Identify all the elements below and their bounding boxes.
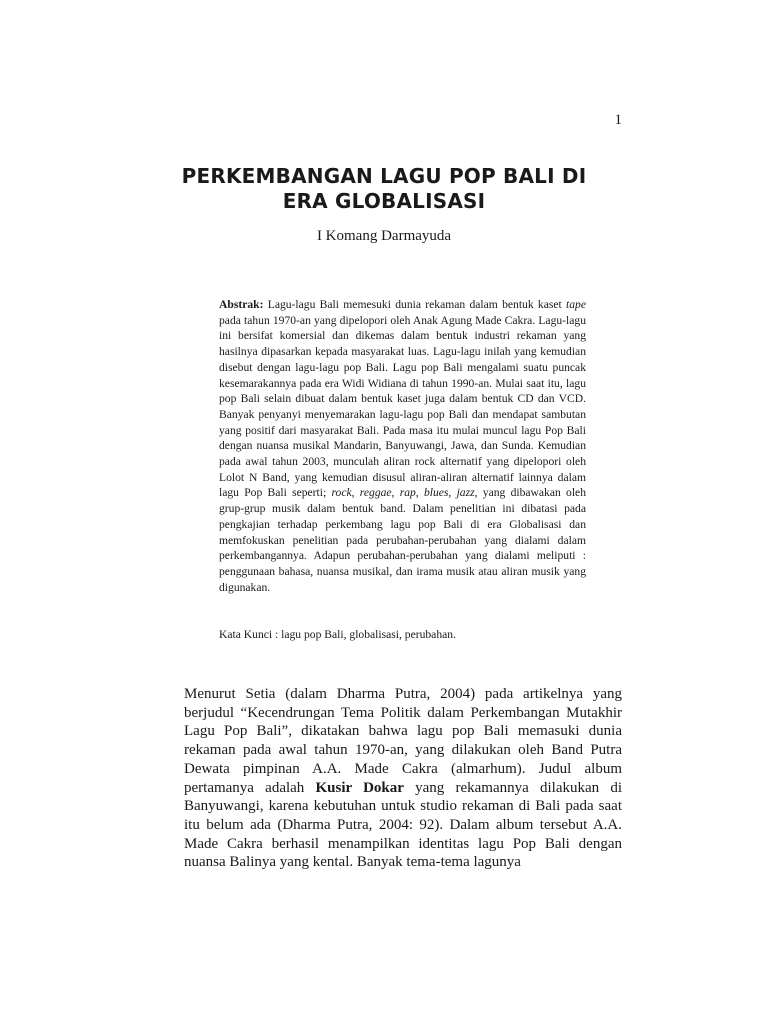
- abstract-label: Abstrak:: [219, 298, 264, 311]
- abstract-paragraph: [219, 297, 586, 595]
- paper-title: [120, 164, 648, 214]
- abstract-genres: rock, reggae, rap, blues, jazz: [331, 486, 475, 500]
- body-text-2: yang rekamannya dilakukan di Banyuwangi, karena kebutuhan untuk studio rekaman di Bali pada saat itu belum ada (Dharma Putra, 2004: 92). Dalam album tersebut A.A. Made Cakra berhasil menampilkan identitas lagu Pop Bali dengan nuansa Balinya yang kental. Banyak tema-tema lagunya: [184, 779, 622, 871]
- album-title: Kusir Dokar: [315, 779, 404, 796]
- page-number: 1: [614, 112, 622, 128]
- keywords: Kata Kunci : lagu pop Bali, globalisasi, perubahan.: [219, 628, 456, 641]
- title-line-1: PERKEMBANGAN LAGU POP BALI DI: [181, 164, 587, 188]
- abstract-text-2: pada tahun 1970-an yang dipelopori oleh Anak Agung Made Cakra. Lagu-lagu ini bersifat komersial dan dikemas dalam bentuk industri rekaman yang hasilnya dipasarkan kepada masyarakat luas. Lagu-lagu inilah yang kemudian disebut dengan lagu-lagu pop Bali. Lagu pop Bali mengalami suatu puncak kesemarakannya pada era Widi Widiana di tahun 1990-an. Mulai saat itu, lagu pop Bali selain dibuat dalam bentuk kaset juga dalam bentuk CD dan VCD. Banyak penyanyi menyemarakan lagu-lagu pop Bali dan mendapat sambutan yang positif dari masyarakat Bali. Pada masa itu mulai muncul lagu Pop Bali dengan nuansa musikal Mandarin, Banyuwangi, Jawa, dan Sunda. Kemudian pada awal tahun 2003, munculah aliran rock alternatif yang dipelopori oleh Lolot N Band, yang kemudian disusul aliran-aliran alternatif lainnya dalam lagu Pop Bali seperti;: [219, 313, 586, 500]
- abstract-text-3: , yang dibawakan oleh grup-grup musik dalam bentuk band. Dalam penelitian ini dibatasi pada pengkajian terhadap perkembang lagu pop Bali di era Globalisasi dan memfokuskan penelitian pada perubahan-perubahan yang dialami dalam perkembangannya. Adapun perubahan-perubahan yang dialami meliputi : penggunaan bahasa, nuansa musikal, dan irama musik atau aliran musik yang digunakan.: [219, 486, 586, 594]
- abstract-text-1: Lagu-lagu Bali memesuki dunia rekaman dalam bentuk kaset: [263, 298, 567, 311]
- title-line-2: ERA GLOBALISASI: [282, 189, 486, 213]
- abstract-tape-term: tape: [566, 298, 586, 311]
- body-text-1: Menurut Setia (dalam Dharma Putra, 2004) pada artikelnya yang berjudul “Kecendrungan Tema Politik dalam Perkembangan Mutakhir Lagu Pop Bali”, dikatakan bahwa lagu pop Bali memasuki dunia rekaman pada awal tahun 1970-an, yang dilakukan oleh Band Putra Dewata pimpinan A.A. Made Cakra (almarhum). Judul album pertamanya adalah: [184, 686, 622, 796]
- body-paragraph: [184, 685, 622, 872]
- author-name: I Komang Darmayuda: [316, 228, 452, 244]
